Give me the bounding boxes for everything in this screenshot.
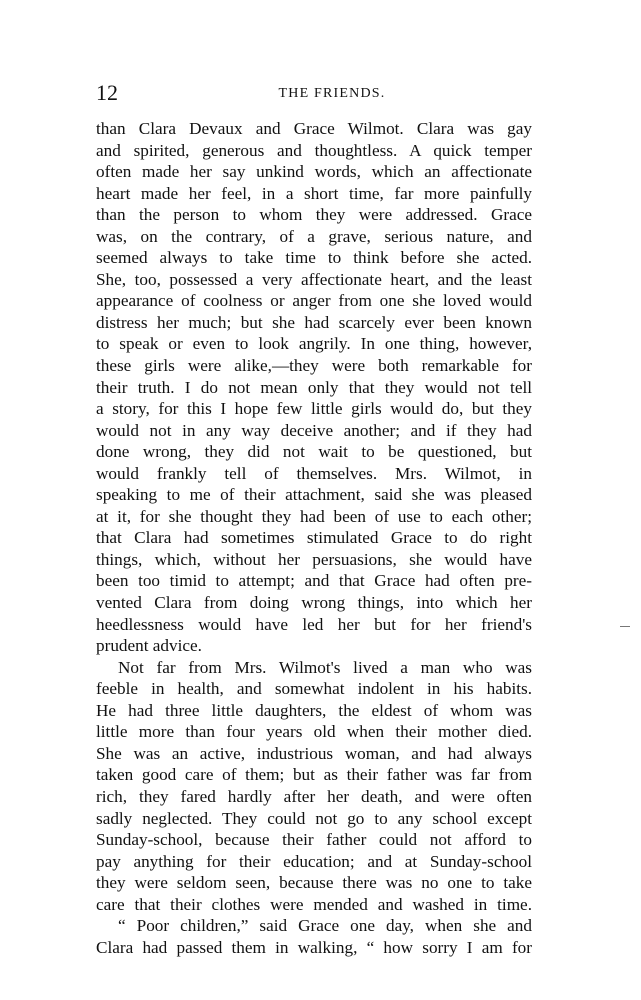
text-line: vented Clara from doing wrong things, into which her (96, 593, 532, 613)
text-line: She was an active, industrious woman, and had always (96, 743, 532, 763)
text-line: at it, for she thought they had been of use to each other; (96, 506, 532, 526)
text-line: sadly neglected. They could not go to any school except (96, 808, 532, 828)
text-line: He had three little daughters, the eldest of whom was (96, 700, 532, 720)
text-line: distress her much; but she had scarcely ever been known (96, 312, 532, 332)
text-line: a story, for this I hope few little girls would do, but they (96, 399, 532, 419)
text-line: done wrong, they did not wait to be questioned, but (96, 442, 532, 462)
text-line: they were seldom seen, because there was no one to take (96, 873, 532, 893)
text-line: and spirited, generous and thoughtless. A quick temper (96, 140, 532, 160)
text-line: been too timid to attempt; and that Grace had often pre- (96, 571, 532, 591)
text-line: to speak or even to look angrily. In one thing, however, (96, 334, 532, 354)
text-line: taken good care of them; but as their father was far from (96, 765, 532, 785)
text-line: appearance of coolness or anger from one she loved would (96, 291, 532, 311)
text-line: feeble in health, and somewhat indolent in his habits. (96, 679, 532, 699)
text-line: was, on the contrary, of a grave, serious nature, and (96, 226, 532, 246)
text-line: prudent advice. (96, 636, 202, 656)
running-head: THE FRIENDS. (278, 86, 386, 101)
margin-mark (620, 626, 630, 627)
text-line: Clara had passed them in walking, “ how sorry I am for (96, 937, 532, 957)
text-line: often made her say unkind words, which an affectionate (96, 162, 532, 182)
page-header (96, 80, 528, 106)
text-line: “ Poor children,” said Grace one day, when she and (118, 916, 532, 936)
text-line: that Clara had sometimes stimulated Grace to do right (96, 528, 532, 548)
text-line: little more than four years old when their mother died. (96, 722, 532, 742)
text-line: Not far from Mrs. Wilmot's lived a man who was (118, 657, 532, 677)
text-line: would frankly tell of themselves. Mrs. Wilmot, in (96, 463, 532, 483)
text-line: pay anything for their education; and at Sunday-school (96, 851, 532, 871)
text-line: things, which, without her persuasions, she would have (96, 549, 532, 569)
text-line: heart made her feel, in a short time, far more painfully (96, 183, 532, 203)
body-text (96, 118, 532, 958)
text-line: care that their clothes were mended and washed in time. (96, 894, 532, 914)
text-line: heedlessness would have led her but for her friend's (96, 614, 532, 634)
text-line: Sunday-school, because their father could not afford to (96, 830, 532, 850)
page-number: 12 (96, 80, 118, 105)
text-line: She, too, possessed a very affectionate heart, and the least (96, 269, 532, 289)
text-line: would not in any way deceive another; and if they had (96, 420, 532, 440)
text-line: seemed always to take time to think before she acted. (96, 248, 532, 268)
text-line: these girls were alike,—they were both remarkable for (96, 356, 532, 376)
text-line: their truth. I do not mean only that they would not tell (96, 377, 532, 397)
text-line: speaking to me of their attachment, said she was pleased (96, 485, 532, 505)
text-line: rich, they fared hardly after her death, and were often (96, 786, 532, 806)
text-line: than Clara Devaux and Grace Wilmot. Clara was gay (96, 119, 532, 138)
text-line: than the person to whom they were addressed. Grace (96, 205, 532, 225)
